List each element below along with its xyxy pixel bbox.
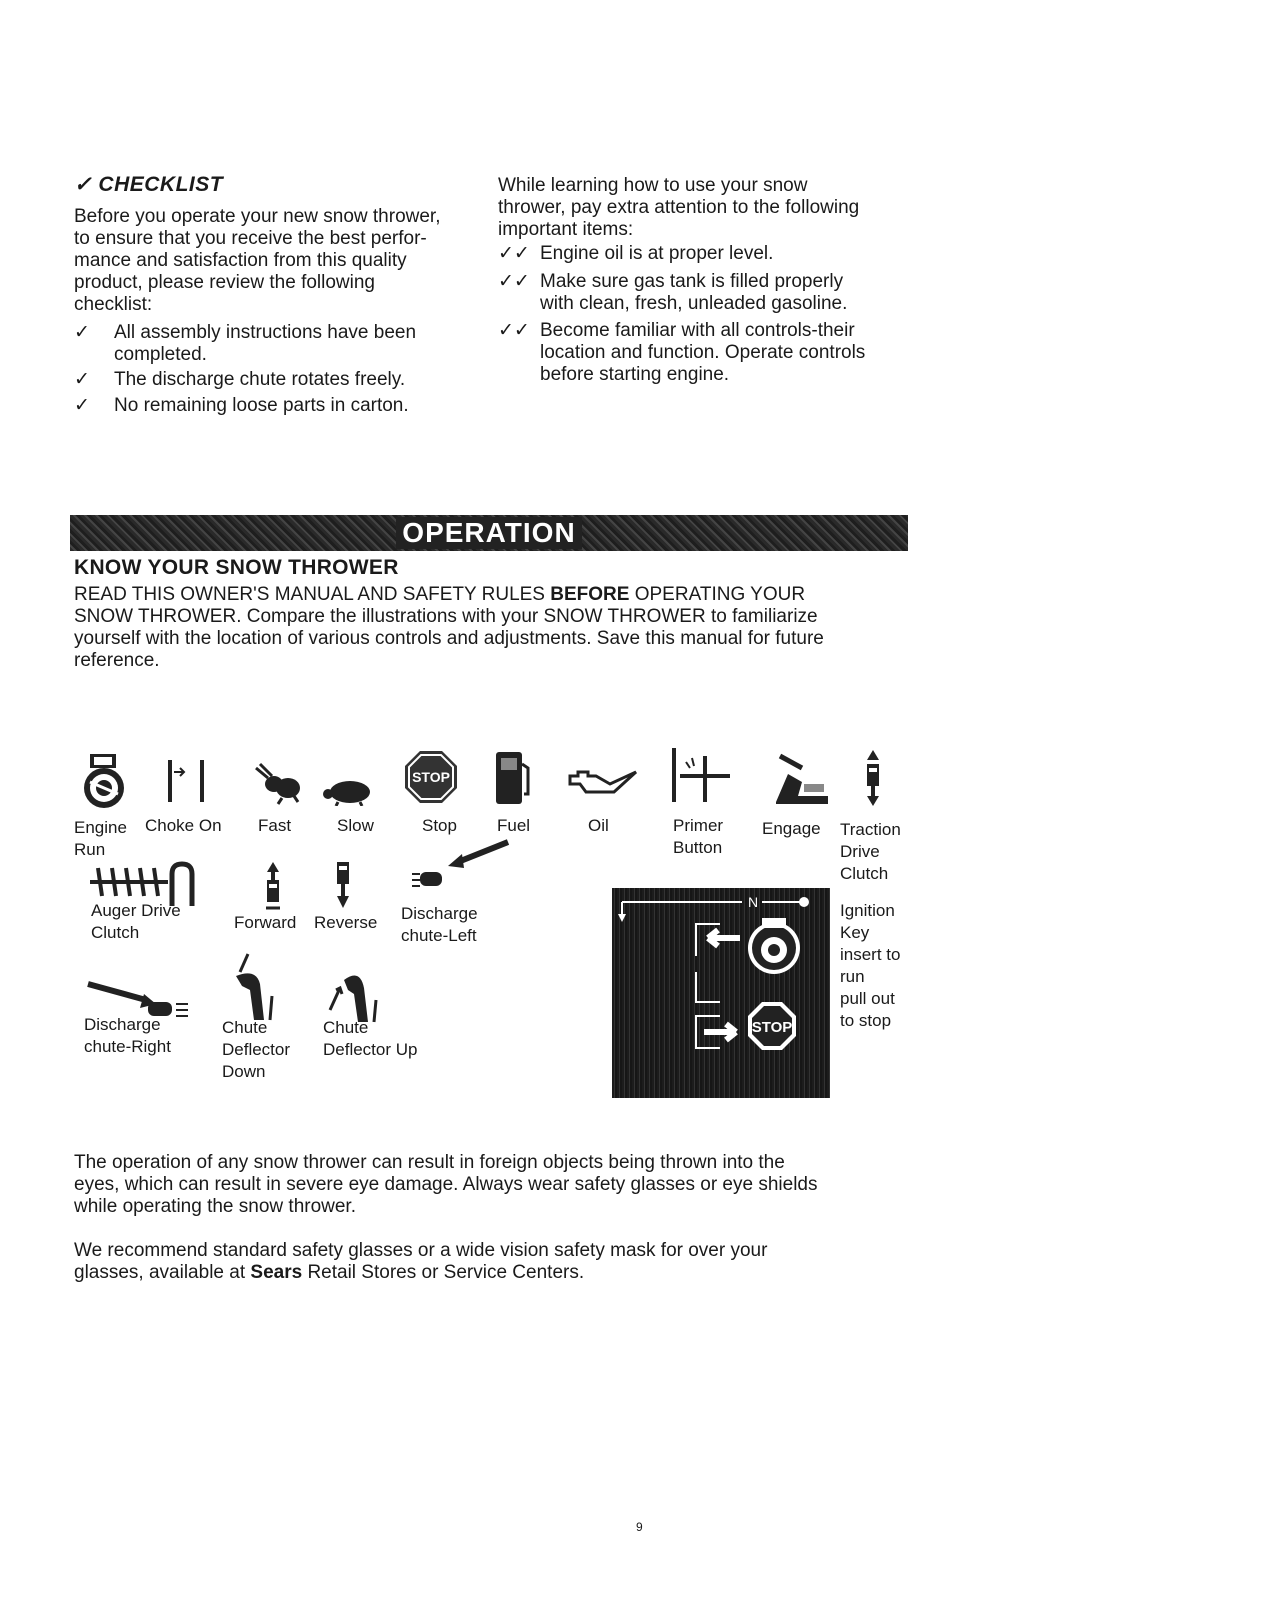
chute-deflector-up-label	[323, 1017, 417, 1061]
safety-line: eyes, which can result in severe eye damage. Always wear safety glasses or eye shields	[74, 1174, 818, 1195]
choke-on-label: Choke On	[145, 816, 222, 835]
checklist-item-text: No remaining loose parts in carton.	[114, 395, 409, 416]
safety-line: The operation of any snow thrower can result in foreign objects being thrown into the	[74, 1152, 785, 1173]
reverse-arrow-icon	[332, 860, 354, 912]
learning-item-line: before starting engine.	[540, 364, 730, 385]
primer-button-label-line: Primer	[673, 816, 724, 835]
deflector-down-label-line: Chute	[222, 1018, 268, 1037]
engage-lever-icon	[772, 752, 832, 806]
checklist-item	[74, 369, 405, 391]
learning-item	[498, 320, 865, 386]
know-heading: KNOW YOUR SNOW THROWER	[74, 556, 399, 579]
discharge-left-label-line: Discharge	[401, 904, 478, 923]
learning-item-line: location and function. Operate controls	[540, 342, 866, 363]
oil-can-icon	[566, 768, 638, 796]
svg-text:N: N	[748, 894, 759, 910]
discharge-left-label-line: chute-Left	[401, 926, 477, 945]
checklist-item-text: The discharge chute rotates freely.	[114, 369, 406, 390]
know-bold: BEFORE	[550, 584, 630, 605]
learning-intro-line: important items:	[498, 219, 634, 240]
deflector-up-label-line: Chute	[323, 1018, 369, 1037]
checklist-item	[74, 395, 409, 417]
learning-item-line: Make sure gas tank is filled properly	[540, 271, 844, 292]
ignition-label-line: run	[840, 967, 865, 986]
learning-intro	[498, 175, 859, 241]
checklist-item-line: completed.	[114, 344, 207, 365]
checklist-intro-line: checklist:	[74, 294, 153, 315]
fast-label: Fast	[258, 816, 292, 835]
safety-paragraph-2	[74, 1240, 767, 1284]
engine-run-label-line: Engine	[74, 818, 127, 837]
engage-label: Engage	[762, 819, 821, 838]
fuel-label: Fuel	[497, 816, 531, 835]
traction-drive-clutch-icon	[862, 748, 884, 808]
check-mark: ✓	[74, 369, 90, 390]
primer-button-icon	[670, 746, 732, 804]
checklist-item	[74, 322, 416, 366]
checklist-title: ✓ CHECKLIST	[74, 173, 224, 196]
ignition-label-line: to stop	[840, 1011, 892, 1030]
double-check-mark: ✓✓	[498, 271, 530, 292]
engine-run-label-line: Run	[74, 840, 106, 859]
engine-run-icon	[78, 752, 130, 810]
traction-label-line: Drive	[840, 842, 880, 861]
safety-pre: glasses, available at	[74, 1262, 251, 1283]
learning-item-text: Engine oil is at proper level.	[540, 243, 774, 264]
safety-line: We recommend standard safety glasses or a wide vision safety mask for over your	[74, 1240, 768, 1261]
checklist-intro	[74, 206, 440, 316]
chute-deflector-down-icon	[226, 950, 278, 1022]
deflector-down-label-line: Down	[222, 1062, 266, 1081]
traction-drive-clutch-label	[840, 819, 901, 885]
oil-label: Oil	[588, 816, 609, 835]
ignition-label-line: insert to	[840, 945, 901, 964]
auger-drive-clutch-label	[91, 900, 181, 944]
primer-button-label	[673, 815, 723, 859]
know-line: reference.	[74, 650, 160, 671]
primer-button-label-line: Button	[673, 838, 723, 857]
safety-post: Retail Stores or Service Centers.	[302, 1262, 585, 1283]
fast-rabbit-icon	[252, 760, 302, 806]
forward-label: Forward	[234, 913, 297, 932]
deflector-down-label-line: Deflector	[222, 1040, 291, 1059]
sears-brand: Sears	[250, 1262, 303, 1283]
checklist-intro-line: to ensure that you receive the best perfor-	[74, 228, 427, 249]
safety-paragraph-1	[74, 1152, 817, 1218]
know-line: yourself with the location of various controls and adjustments. Save this manual for future	[74, 628, 824, 649]
safety-line: while operating the snow thrower.	[74, 1196, 356, 1217]
learning-item-line: with clean, fresh, unleaded gasoline.	[540, 293, 848, 314]
checklist-item-line: All assembly instructions have been	[114, 322, 417, 343]
chute-deflector-up-icon	[326, 966, 382, 1024]
discharge-right-label	[84, 1014, 171, 1058]
learning-intro-line: While learning how to use your snow	[498, 175, 808, 196]
learning-intro-line: thrower, pay extra attention to the following	[498, 197, 860, 218]
checklist-intro-line: product, please review the following	[74, 272, 376, 293]
ignition-label-line: Key	[840, 923, 870, 942]
ignition-key-panel	[612, 888, 830, 1098]
safety-line	[74, 1262, 767, 1284]
ignition-stop-text: STOP	[751, 1019, 793, 1036]
auger-label-line: Auger Drive	[91, 901, 181, 920]
traction-label-line: Clutch	[840, 864, 889, 883]
check-mark: ✓	[74, 395, 90, 416]
discharge-right-label-line: Discharge	[84, 1015, 161, 1034]
auger-label-line: Clutch	[91, 923, 140, 942]
operation-banner-title: OPERATION	[396, 517, 581, 549]
ignition-label-line: pull out	[840, 989, 895, 1008]
learning-item-text	[540, 271, 847, 315]
know-paragraph	[74, 584, 824, 672]
engine-run-label	[74, 817, 127, 861]
choke-on-icon	[166, 758, 206, 804]
discharge-left-label	[401, 903, 478, 947]
slow-turtle-icon	[320, 776, 376, 806]
double-check-mark: ✓✓	[498, 320, 530, 341]
checklist-item-text	[114, 322, 416, 366]
ignition-key-label	[840, 900, 900, 1032]
know-line	[74, 584, 824, 606]
know-line: SNOW THROWER. Compare the illustrations with your SNOW THROWER to familiarize	[74, 606, 818, 627]
ignition-diagram-icon	[612, 888, 830, 1098]
discharge-right-label-line: chute-Right	[84, 1037, 171, 1056]
forward-arrow-icon	[262, 860, 284, 912]
stop-label: Stop	[422, 816, 457, 835]
fuel-pump-icon	[494, 750, 532, 806]
double-check-mark: ✓✓	[498, 243, 530, 264]
know-tail: OPERATING YOUR	[629, 584, 806, 605]
learning-item	[498, 271, 847, 315]
page-number: 9	[636, 1520, 643, 1534]
learning-item-line: Become familiar with all controls-their	[540, 320, 855, 341]
checklist-intro-line: Before you operate your new snow thrower,	[74, 206, 441, 227]
learning-item-text	[540, 320, 865, 386]
slow-label: Slow	[337, 816, 374, 835]
learning-item	[498, 243, 773, 265]
operation-banner	[70, 515, 908, 551]
checklist-intro-line: mance and satisfaction from this quality	[74, 250, 407, 271]
reverse-label: Reverse	[314, 913, 378, 932]
chute-deflector-down-label	[222, 1017, 290, 1083]
stop-sign-icon	[404, 750, 458, 804]
ignition-label-line: Ignition	[840, 901, 895, 920]
discharge-chute-left-icon	[408, 838, 514, 898]
know-lead: READ THIS OWNER'S MANUAL AND SAFETY RULES	[74, 584, 551, 605]
check-mark: ✓	[74, 322, 90, 343]
traction-label-line: Traction	[840, 820, 901, 839]
deflector-up-label-line: Deflector Up	[323, 1040, 418, 1059]
stop-sign-text: STOP	[412, 769, 450, 785]
